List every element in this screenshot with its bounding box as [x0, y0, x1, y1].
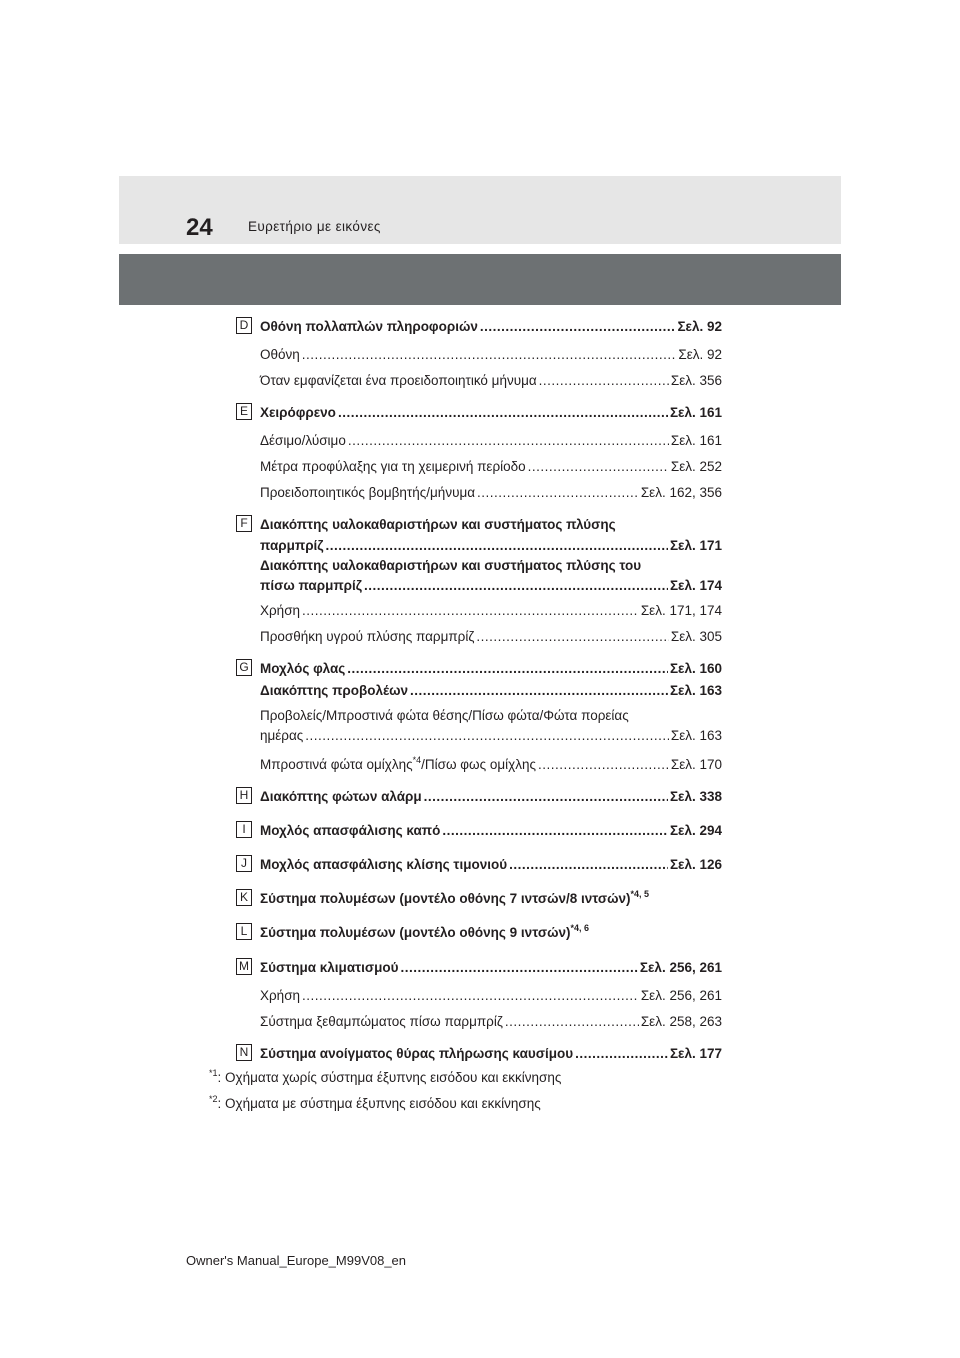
entry-headlights[interactable] — [260, 728, 722, 743]
entry-title: Μοχλός φλας — [260, 661, 346, 676]
leader-dots — [480, 319, 676, 334]
entry-title: Διακόπτης προβολέων — [260, 683, 409, 698]
entry-page: Σελ. 92 — [677, 319, 722, 334]
entry-text: Οθόνη — [260, 347, 300, 362]
leader-dots — [442, 823, 668, 838]
entry-title: Μοχλός απασφάλισης καπό — [260, 823, 441, 838]
badge-h: H — [236, 787, 252, 804]
entry-multi-info-display[interactable] — [260, 319, 722, 334]
entry-usage[interactable] — [260, 603, 722, 618]
entry-rear-defogger[interactable] — [260, 1014, 722, 1029]
entry-page: Σελ. 252 — [670, 459, 722, 474]
entry-page: Σελ. 163 — [670, 728, 722, 743]
entry-text: Χρήση — [260, 988, 301, 1003]
entry-title: παρμπρίζ — [260, 538, 324, 553]
entry-title: Σύστημα κλιματισμού — [260, 960, 399, 975]
page-footer: Owner's Manual_Europe_M99V08_en — [186, 1253, 407, 1268]
entry-page: Σελ. 160 — [669, 661, 722, 676]
entry-winter-precautions[interactable] — [260, 459, 722, 474]
badge-l: L — [236, 923, 252, 940]
entry-ac-usage[interactable] — [260, 988, 722, 1003]
entry-text-part: Μπροστινά φώτα ομίχλης — [260, 757, 413, 772]
entry-title: Μοχλός απασφάλισης κλίσης τιμονιού — [260, 857, 508, 872]
entry-text: Χρήση — [260, 603, 301, 618]
entry-warning-buzzer[interactable] — [260, 485, 722, 500]
entry-parking-brake[interactable] — [260, 405, 722, 420]
entry-page: Σελ. 171, 174 — [640, 603, 722, 618]
leader-dots — [302, 603, 639, 618]
entry-page: Σελ. 162, 356 — [640, 485, 722, 500]
entry-page: Σελ. 258, 263 — [640, 1014, 722, 1029]
entry-text: Προειδοποιητικός βομβητής/μήνυμα — [260, 485, 476, 500]
entry-air-conditioning[interactable] — [260, 960, 722, 975]
entry-front-wiper[interactable] — [260, 538, 722, 553]
entry-text: Σύστημα ξεθαμπώματος πίσω παρμπρίζ — [260, 1014, 503, 1029]
entry-washer-fluid[interactable] — [260, 629, 722, 644]
badge-n: N — [236, 1044, 252, 1061]
badge-g: G — [236, 659, 252, 676]
entry-page: Σελ. 92 — [678, 347, 722, 362]
leader-dots — [528, 459, 669, 474]
badge-k: K — [236, 889, 252, 906]
footnote-2 — [209, 1096, 541, 1111]
entry-page: Σελ. 126 — [669, 857, 722, 872]
leader-dots — [509, 857, 668, 872]
entry-headlight-switch[interactable] — [260, 683, 722, 698]
footnote-ref: *4, 5 — [630, 889, 650, 899]
entry-page: Σελ. 338 — [669, 789, 722, 804]
entry-headlights-text[interactable]: Προβολείς/Μπροστινά φώτα θέσης/Πίσω φώτα/Φώτα πορείας — [260, 708, 629, 723]
entry-page: Σελ. 177 — [669, 1046, 722, 1061]
entry-page: Σελ. 256, 261 — [639, 960, 722, 975]
footnote-mark: *1 — [209, 1068, 218, 1078]
leader-dots — [477, 485, 639, 500]
badge-j: J — [236, 855, 252, 872]
leader-dots — [326, 538, 668, 553]
entry-text-part: /Πίσω φως ομίχλης — [421, 757, 536, 772]
entry-page: Σελ. 174 — [669, 578, 722, 593]
section-title: Ευρετήριο με εικόνες — [248, 219, 381, 234]
entry-front-wiper-title[interactable]: Διακόπτης υαλοκαθαριστήρων και συστήματος πλύσης — [260, 517, 616, 532]
entry-hazard-switch[interactable] — [260, 789, 722, 804]
entry-page: Σελ. 161 — [670, 433, 722, 448]
leader-dots — [575, 1046, 668, 1061]
leader-dots — [401, 960, 638, 975]
entry-rear-wiper[interactable] — [260, 578, 722, 593]
entry-text: Προσθήκη υγρού πλύσης παρμπρίζ — [260, 629, 475, 644]
entry-page: Σελ. 305 — [670, 629, 722, 644]
entry-page: Σελ. 256, 261 — [640, 988, 722, 1003]
footnote-mark: *2 — [209, 1094, 218, 1104]
entry-turn-signal[interactable] — [260, 661, 722, 676]
footnote-1 — [209, 1070, 561, 1085]
leader-dots — [347, 661, 668, 676]
leader-dots — [538, 757, 669, 772]
entry-page: Σελ. 163 — [669, 683, 722, 698]
chapter-band — [119, 254, 841, 305]
entry-text: Όταν εμφανίζεται ένα προειδοποιητικό μήνυμα — [260, 373, 537, 388]
entry-multimedia-9[interactable] — [260, 925, 589, 940]
entry-title: Διακόπτης φώτων αλάρμ — [260, 789, 422, 804]
entry-page: Σελ. 171 — [669, 538, 722, 553]
entry-page: Σελ. 294 — [669, 823, 722, 838]
entry-text — [260, 757, 536, 772]
entry-page: Σελ. 356 — [670, 373, 722, 388]
footnote-ref: *4 — [412, 755, 422, 765]
entry-warning-message[interactable] — [260, 373, 722, 388]
leader-dots — [476, 629, 669, 644]
entry-title: Σύστημα ανοίγματος θύρας πλήρωσης καυσίμου — [260, 1046, 574, 1061]
entry-set-release[interactable] — [260, 433, 722, 448]
entry-display[interactable] — [260, 347, 722, 362]
entry-text: Μέτρα προφύλαξης για τη χειμερινή περίοδο — [260, 459, 526, 474]
entry-hood-release[interactable] — [260, 823, 722, 838]
leader-dots — [348, 433, 669, 448]
badge-f: F — [236, 515, 252, 532]
badge-e: E — [236, 403, 252, 420]
entry-title: Σύστημα πολυμέσων (μοντέλο οθόνης 9 ιντσών) — [260, 925, 571, 940]
entry-page: Σελ. 170 — [670, 757, 722, 772]
leader-dots — [410, 683, 668, 698]
leader-dots — [302, 347, 677, 362]
badge-d: D — [236, 317, 252, 334]
entry-title: Χειρόφρενο — [260, 405, 336, 420]
entry-title: πίσω παρμπρίζ — [260, 578, 363, 593]
entry-title: Οθόνη πολλαπλών πληροφοριών — [260, 319, 478, 334]
footnote-ref: *4, 6 — [570, 923, 589, 933]
entry-tilt-steering[interactable] — [260, 857, 722, 872]
header-band — [119, 176, 841, 244]
leader-dots — [505, 1014, 639, 1029]
entry-multimedia-7-8[interactable] — [260, 891, 649, 906]
leader-dots — [539, 373, 669, 388]
entry-fuel-door[interactable] — [260, 1046, 722, 1061]
entry-text: ημέρας — [260, 728, 304, 743]
badge-m: M — [236, 958, 252, 975]
entry-page: Σελ. 161 — [669, 405, 722, 420]
entry-fog-lights[interactable] — [260, 757, 722, 772]
footnote-text: : Οχήματα χωρίς σύστημα έξυπνης εισόδου και εκκίνησης — [217, 1070, 562, 1085]
footnote-text: : Οχήματα με σύστημα έξυπνης εισόδου και εκκίνησης — [217, 1096, 541, 1111]
entry-title: Σύστημα πολυμέσων (μοντέλο οθόνης 7 ιντσών/8 ιντσών) — [260, 891, 631, 906]
entry-rear-wiper-title[interactable]: Διακόπτης υαλοκαθαριστήρων και συστήματος πλύσης του — [260, 558, 642, 573]
leader-dots — [424, 789, 668, 804]
leader-dots — [305, 728, 669, 743]
badge-i: I — [236, 821, 252, 838]
page-number: 24 — [186, 214, 213, 241]
leader-dots — [302, 988, 639, 1003]
leader-dots — [364, 578, 668, 593]
leader-dots — [338, 405, 668, 420]
entry-text: Δέσιμο/λύσιμο — [260, 433, 346, 448]
